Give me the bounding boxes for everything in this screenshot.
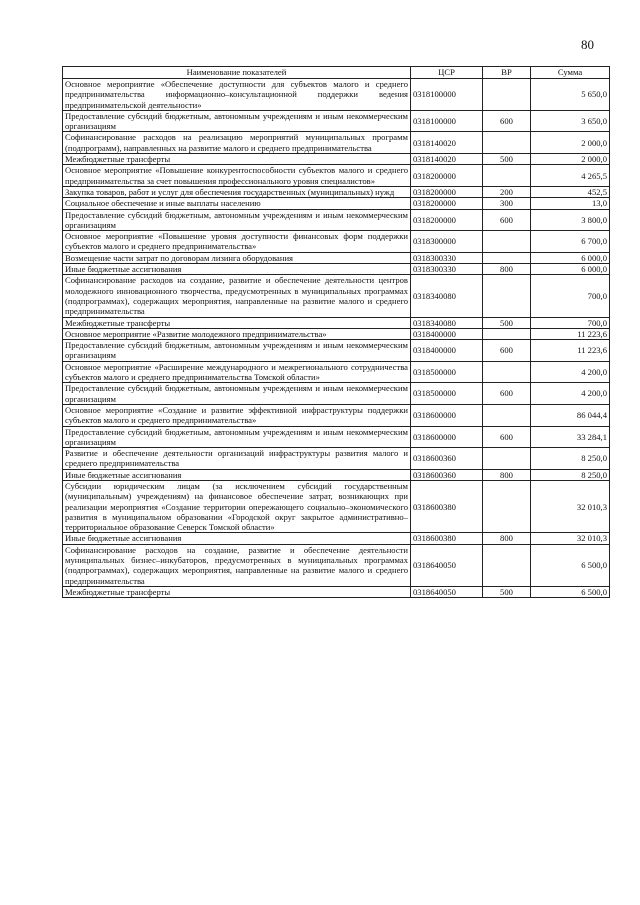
cell-name: Закупка товаров, работ и услуг для обеспечения государственных (муниципальных) нужд bbox=[63, 186, 411, 197]
cell-name: Основное мероприятие «Развитие молодежного предпринимательства» bbox=[63, 328, 411, 339]
cell-vr: 800 bbox=[483, 264, 531, 275]
cell-vr: 300 bbox=[483, 198, 531, 209]
cell-sum: 13,0 bbox=[531, 198, 610, 209]
cell-vr: 600 bbox=[483, 209, 531, 231]
table-row bbox=[63, 132, 610, 154]
cell-vr: 600 bbox=[483, 383, 531, 405]
cell-vr bbox=[483, 231, 531, 253]
cell-vr bbox=[483, 328, 531, 339]
cell-csr: 0318400000 bbox=[411, 340, 483, 362]
cell-csr: 0318100000 bbox=[411, 79, 483, 111]
cell-name: Предоставление субсидий бюджетным, автономным учреждениям и иным некоммерческим организациям bbox=[63, 383, 411, 405]
cell-csr: 0318600000 bbox=[411, 404, 483, 426]
cell-vr bbox=[483, 544, 531, 586]
header-vr: ВР bbox=[483, 67, 531, 79]
cell-name: Межбюджетные трансферты bbox=[63, 154, 411, 165]
cell-sum: 32 010,3 bbox=[531, 480, 610, 532]
cell-name: Субсидии юридическим лицам (за исключением субсидий государственным (муниципальным) учреждениям) на финансовое обеспечение затрат, возникающих при реализации мероприятия «Создание территории опережающего социально–экономического развития в муниципальном образовании «Городской округ закрытое административно–территориальное образование Северск Томской области» bbox=[63, 480, 411, 532]
header-sum: Сумма bbox=[531, 67, 610, 79]
cell-vr: 800 bbox=[483, 469, 531, 480]
cell-sum: 8 250,0 bbox=[531, 448, 610, 470]
cell-vr bbox=[483, 404, 531, 426]
cell-csr: 0318600000 bbox=[411, 426, 483, 448]
header-name: Наименование показателей bbox=[63, 67, 411, 79]
page-number: 80 bbox=[581, 37, 594, 52]
table-body bbox=[63, 79, 610, 598]
table-row bbox=[63, 328, 610, 339]
cell-vr: 600 bbox=[483, 340, 531, 362]
cell-sum: 11 223,6 bbox=[531, 340, 610, 362]
table-row bbox=[63, 275, 610, 317]
cell-sum: 4 200,0 bbox=[531, 383, 610, 405]
table-row bbox=[63, 544, 610, 586]
cell-name: Иные бюджетные ассигнования bbox=[63, 533, 411, 544]
cell-sum: 6 500,0 bbox=[531, 586, 610, 597]
cell-vr: 600 bbox=[483, 426, 531, 448]
table-row bbox=[63, 264, 610, 275]
table-header-row bbox=[63, 67, 610, 79]
cell-sum: 86 044,4 bbox=[531, 404, 610, 426]
cell-name: Основное мероприятие «Повышение уровня доступности финансовых форм поддержки субъектов малого и среднего предпринимательства» bbox=[63, 231, 411, 253]
cell-csr: 0318640050 bbox=[411, 544, 483, 586]
cell-sum: 6 500,0 bbox=[531, 544, 610, 586]
cell-csr: 0318300330 bbox=[411, 252, 483, 263]
cell-sum: 5 650,0 bbox=[531, 79, 610, 111]
table-row bbox=[63, 586, 610, 597]
cell-sum: 452,5 bbox=[531, 186, 610, 197]
cell-name: Основное мероприятие «Обеспечение доступности для субъектов малого и среднего предпринимательства информационно–консультационной поддержки ведения предпринимательской деятельности» bbox=[63, 79, 411, 111]
cell-name: Основное мероприятие «Повышение конкурентоспособности субъектов малого и среднего предпринимательства за счет повышения профессионального уровня специалистов» bbox=[63, 165, 411, 187]
cell-sum: 4 265,5 bbox=[531, 165, 610, 187]
cell-sum: 3 800,0 bbox=[531, 209, 610, 231]
cell-csr: 0318600360 bbox=[411, 469, 483, 480]
cell-vr bbox=[483, 361, 531, 383]
table-row bbox=[63, 79, 610, 111]
cell-vr bbox=[483, 165, 531, 187]
cell-name: Социальное обеспечение и иные выплаты населению bbox=[63, 198, 411, 209]
cell-sum: 6 700,0 bbox=[531, 231, 610, 253]
cell-name: Предоставление субсидий бюджетным, автономным учреждениям и иным некоммерческим организациям bbox=[63, 340, 411, 362]
table-row bbox=[63, 154, 610, 165]
cell-name: Софинансирование расходов на создание, развитие и обеспечение деятельности центров молодежного инновационного творчества, предусмотренных в муниципальных программах (подпрограммах), содержащих мероприятия, направленные на развитие малого и среднего предпринимательства bbox=[63, 275, 411, 317]
cell-sum: 700,0 bbox=[531, 317, 610, 328]
cell-csr: 0318500000 bbox=[411, 361, 483, 383]
cell-csr: 0318200000 bbox=[411, 165, 483, 187]
table-row bbox=[63, 448, 610, 470]
cell-vr bbox=[483, 275, 531, 317]
cell-sum: 8 250,0 bbox=[531, 469, 610, 480]
table-row bbox=[63, 480, 610, 532]
cell-vr bbox=[483, 79, 531, 111]
cell-sum: 32 010,3 bbox=[531, 533, 610, 544]
cell-sum: 3 650,0 bbox=[531, 110, 610, 132]
cell-vr: 500 bbox=[483, 154, 531, 165]
cell-csr: 0318400000 bbox=[411, 328, 483, 339]
table-row bbox=[63, 198, 610, 209]
cell-name: Основное мероприятие «Расширение международного и межрегионального сотрудничества субъектов малого и среднего предпринимательства Томской области» bbox=[63, 361, 411, 383]
cell-sum: 11 223,6 bbox=[531, 328, 610, 339]
budget-table bbox=[62, 66, 610, 598]
cell-name: Развитие и обеспечение деятельности организаций инфраструктуры развития малого и среднего предпринимательства bbox=[63, 448, 411, 470]
table-row bbox=[63, 252, 610, 263]
cell-csr: 0318100000 bbox=[411, 110, 483, 132]
cell-csr: 0318340080 bbox=[411, 317, 483, 328]
cell-vr: 800 bbox=[483, 533, 531, 544]
table-row bbox=[63, 383, 610, 405]
header-csr: ЦСР bbox=[411, 67, 483, 79]
cell-vr bbox=[483, 480, 531, 532]
cell-csr: 0318600360 bbox=[411, 448, 483, 470]
table-row bbox=[63, 209, 610, 231]
cell-vr bbox=[483, 448, 531, 470]
cell-csr: 0318600380 bbox=[411, 533, 483, 544]
cell-csr: 0318300330 bbox=[411, 264, 483, 275]
cell-csr: 0318500000 bbox=[411, 383, 483, 405]
cell-name: Межбюджетные трансферты bbox=[63, 586, 411, 597]
cell-sum: 4 200,0 bbox=[531, 361, 610, 383]
table-row bbox=[63, 340, 610, 362]
cell-sum: 6 000,0 bbox=[531, 264, 610, 275]
cell-name: Основное мероприятие «Создание и развитие эффективной инфраструктуры поддержки субъектов малого и среднего предпринимательства» bbox=[63, 404, 411, 426]
table-row bbox=[63, 469, 610, 480]
cell-csr: 0318200000 bbox=[411, 186, 483, 197]
cell-sum: 2 000,0 bbox=[531, 132, 610, 154]
cell-name: Предоставление субсидий бюджетным, автономным учреждениям и иным некоммерческим организациям bbox=[63, 426, 411, 448]
cell-name: Предоставление субсидий бюджетным, автономным учреждениям и иным некоммерческим организациям bbox=[63, 110, 411, 132]
cell-csr: 0318140020 bbox=[411, 132, 483, 154]
cell-sum: 2 000,0 bbox=[531, 154, 610, 165]
cell-vr bbox=[483, 132, 531, 154]
table-row bbox=[63, 186, 610, 197]
cell-csr: 0318200000 bbox=[411, 198, 483, 209]
cell-vr: 500 bbox=[483, 586, 531, 597]
cell-csr: 0318340080 bbox=[411, 275, 483, 317]
cell-name: Предоставление субсидий бюджетным, автономным учреждениям и иным некоммерческим организациям bbox=[63, 209, 411, 231]
cell-csr: 0318300000 bbox=[411, 231, 483, 253]
cell-vr: 500 bbox=[483, 317, 531, 328]
cell-name: Возмещение части затрат по договорам лизинга оборудования bbox=[63, 252, 411, 263]
cell-csr: 0318600380 bbox=[411, 480, 483, 532]
table-row bbox=[63, 317, 610, 328]
cell-vr bbox=[483, 252, 531, 263]
cell-sum: 700,0 bbox=[531, 275, 610, 317]
cell-sum: 33 284,1 bbox=[531, 426, 610, 448]
table-row bbox=[63, 404, 610, 426]
cell-vr: 200 bbox=[483, 186, 531, 197]
table-row bbox=[63, 426, 610, 448]
cell-name: Иные бюджетные ассигнования bbox=[63, 264, 411, 275]
table-row bbox=[63, 361, 610, 383]
cell-vr: 600 bbox=[483, 110, 531, 132]
cell-name: Иные бюджетные ассигнования bbox=[63, 469, 411, 480]
cell-csr: 0318640050 bbox=[411, 586, 483, 597]
cell-csr: 0318200000 bbox=[411, 209, 483, 231]
cell-sum: 6 000,0 bbox=[531, 252, 610, 263]
table-row bbox=[63, 231, 610, 253]
table-row bbox=[63, 165, 610, 187]
cell-name: Софинансирование расходов на реализацию мероприятий муниципальных программ (подпрограмм), направленных на развитие малого и среднего предпринимательства bbox=[63, 132, 411, 154]
table-row bbox=[63, 110, 610, 132]
cell-csr: 0318140020 bbox=[411, 154, 483, 165]
cell-name: Межбюджетные трансферты bbox=[63, 317, 411, 328]
table-row bbox=[63, 533, 610, 544]
cell-name: Софинансирование расходов на создание, развитие и обеспечение деятельности муниципальных бизнес–инкубаторов, предусмотренных в муниципальных программах (подпрограммах), содержащих мероприятия, направленные на развитие малого и среднего предпринимательства bbox=[63, 544, 411, 586]
